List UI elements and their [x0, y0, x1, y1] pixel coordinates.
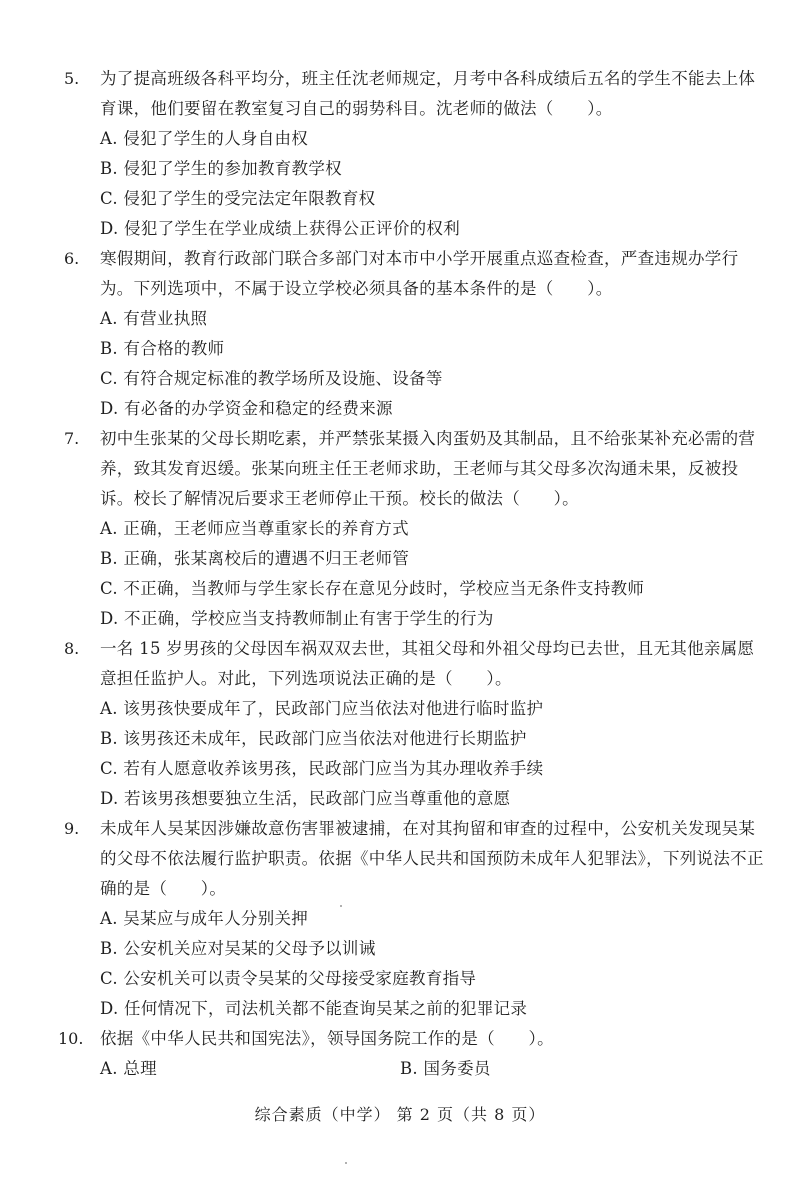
options-list — [100, 694, 764, 814]
options-list — [100, 1054, 764, 1084]
option-a[interactable]: A. 有营业执照 — [100, 309, 208, 328]
question-number: 10. — [58, 1029, 84, 1048]
option-c[interactable]: C. 侵犯了学生的受完法定年限教育权 — [100, 189, 376, 208]
option-b[interactable]: B. 有合格的教师 — [100, 339, 225, 358]
option-a[interactable]: A. 侵犯了学生的人身自由权 — [100, 129, 309, 148]
option-a[interactable]: A. 正确，王老师应当尊重家长的养育方式 — [100, 519, 409, 538]
option-a[interactable]: A. 总理 — [100, 1059, 157, 1078]
option-c[interactable]: C. 有符合规定标准的教学场所及设施、设备等 — [100, 369, 443, 388]
question-number: 9. — [64, 819, 80, 838]
option-a[interactable]: A. 该男孩快要成年了，民政部门应当依法对他进行临时监护 — [100, 699, 544, 718]
options-list — [100, 124, 764, 244]
option-b[interactable]: B. 侵犯了学生的参加教育教学权 — [100, 159, 342, 178]
question-7 — [64, 424, 764, 634]
option-b[interactable]: B. 该男孩还未成年，民政部门应当依法对他进行长期监护 — [100, 729, 527, 748]
question-stem: 依据《中华人民共和国宪法》，领导国务院工作的是（ ）。 — [100, 1029, 554, 1048]
question-10 — [58, 1024, 764, 1084]
option-a[interactable]: A. 吴某应与成年人分别关押 — [100, 909, 309, 928]
option-d[interactable]: D. 有必备的办学资金和稳定的经费来源 — [100, 399, 393, 418]
question-stem: 未成年人吴某因涉嫌故意伤害罪被逮捕，在对其拘留和审查的过程中，公安机关发现吴某的父母不依法履行监护职责。依据《中华人民共和国预防未成年人犯罪法》，下列说法不正确的是（ ）。 — [100, 819, 764, 898]
option-d[interactable]: D. 侵犯了学生在学业成绩上获得公正评价的权利 — [100, 219, 461, 238]
option-c[interactable]: C. 若有人愿意收养该男孩，民政部门应当为其办理收养手续 — [100, 759, 544, 778]
option-b[interactable]: B. 国务委员 — [400, 1059, 491, 1078]
option-d[interactable]: D. 任何情况下，司法机关都不能查询吴某之前的犯罪记录 — [100, 999, 528, 1018]
option-b[interactable]: B. 正确，张某离校后的遭遇不归王老师管 — [100, 549, 410, 568]
question-number: 7. — [64, 429, 80, 448]
question-number: 5. — [64, 69, 80, 88]
question-6 — [64, 244, 764, 424]
options-list — [100, 514, 764, 634]
page-footer: 综合素质（中学） 第 2 页（共 8 页） — [254, 1105, 546, 1124]
scan-speck — [340, 905, 342, 907]
question-number: 6. — [64, 249, 80, 268]
question-stem: 初中生张某的父母长期吃素，并严禁张某摄入肉蛋奶及其制品，且不给张某补充必需的营养，致其发育迟缓。张某向班主任王老师求助，王老师与其父母多次沟通未果，反被投诉。校长了解情况后要求王老师停止干预。校长的做法（ ）。 — [100, 429, 756, 508]
question-8 — [64, 634, 764, 814]
option-c[interactable]: C. 公安机关可以责令吴某的父母接受家庭教育指导 — [100, 969, 477, 988]
option-b[interactable]: B. 公安机关应对吴某的父母予以训诫 — [100, 939, 376, 958]
option-d[interactable]: D. 不正确，学校应当支持教师制止有害于学生的行为 — [100, 609, 494, 628]
question-stem: 为了提高班级各科平均分，班主任沈老师规定，月考中各科成绩后五名的学生不能去上体育课，他们要留在教室复习自己的弱势科目。沈老师的做法（ ）。 — [100, 69, 756, 118]
option-c[interactable]: C. 不正确，当教师与学生家长存在意见分歧时，学校应当无条件支持教师 — [100, 579, 645, 598]
question-stem: 一名 15 岁男孩的父母因车祸双双去世，其祖父母和外祖父母均已去世，且无其他亲属愿意担任监护人。对此，下列选项说法正确的是（ ）。 — [100, 639, 755, 688]
question-stem: 寒假期间，教育行政部门联合多部门对本市中小学开展重点巡查检查，严查违规办学行为。下列选项中，不属于设立学校必须具备的基本条件的是（ ）。 — [100, 249, 739, 298]
question-5 — [64, 64, 764, 244]
options-list — [100, 304, 764, 424]
options-list — [100, 904, 764, 1024]
question-9 — [64, 814, 764, 1024]
scan-speck — [345, 1162, 347, 1164]
question-number: 8. — [64, 639, 80, 658]
option-d[interactable]: D. 若该男孩想要独立生活，民政部门应当尊重他的意愿 — [100, 789, 511, 808]
